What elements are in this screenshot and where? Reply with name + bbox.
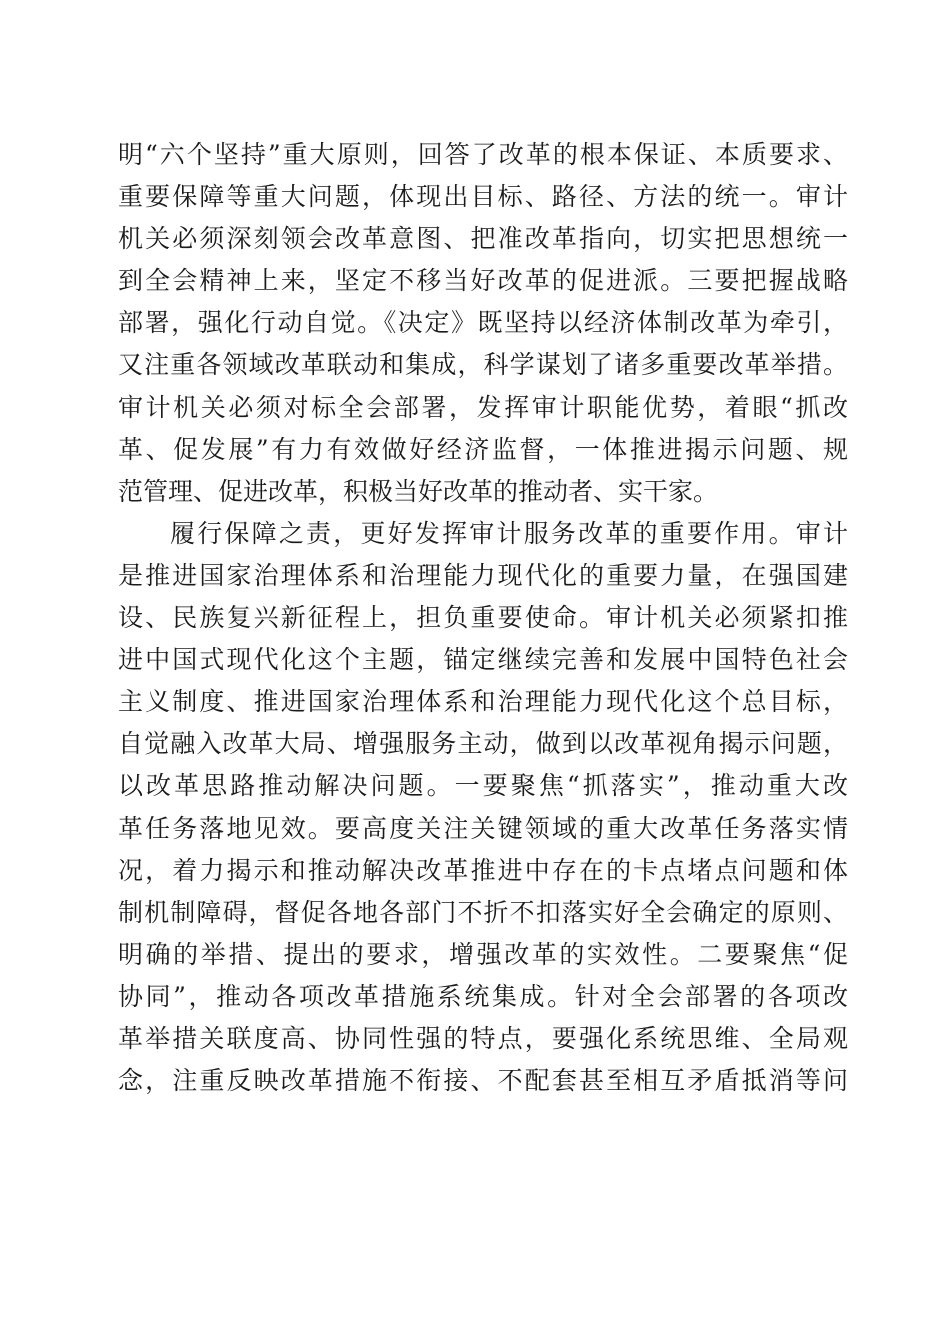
text-line: 明确的举措、提出的要求，增强改革的实效性。二要聚焦“促 — [118, 939, 848, 969]
text-line: 重要保障等重大问题，体现出目标、路径、方法的统一。审计 — [118, 182, 848, 212]
text-line: 设、民族复兴新征程上，担负重要使命。审计机关必须紧扣推 — [118, 603, 848, 633]
text-line: 是推进国家治理体系和治理能力现代化的重要力量，在强国建 — [118, 560, 848, 590]
text-line: 机关必须深刻领会改革意图、把准改革指向，切实把思想统一 — [118, 224, 848, 254]
text-line: 革、促发展”有力有效做好经济监督，一体推进揭示问题、规 — [118, 434, 848, 464]
text-line: 又注重各领域改革联动和集成，科学谋划了诸多重要改革举措。 — [118, 350, 848, 380]
text-line: 范管理、促进改革，积极当好改革的推动者、实干家。 — [118, 476, 719, 506]
text-line: 况，着力揭示和推动解决改革推进中存在的卡点堵点问题和体 — [118, 855, 848, 885]
text-line: 履行保障之责，更好发挥审计服务改革的重要作用。审计 — [170, 518, 848, 548]
text-line: 革举措关联度高、协同性强的特点，要强化系统思维、全局观 — [118, 1023, 848, 1053]
text-line: 部署，强化行动自觉。《决定》既坚持以经济体制改革为牵引， — [118, 308, 848, 338]
text-line: 进中国式现代化这个主题，锚定继续完善和发展中国特色社会 — [118, 645, 848, 675]
text-line: 自觉融入改革大局、增强服务主动，做到以改革视角揭示问题， — [118, 729, 848, 759]
text-line: 审计机关必须对标全会部署，发挥审计职能优势，着眼“抓改 — [118, 392, 848, 422]
text-line: 革任务落地见效。要高度关注关键领域的重大改革任务落实情 — [118, 813, 848, 843]
text-line: 明“六个坚持”重大原则，回答了改革的根本保证、本质要求、 — [118, 140, 848, 169]
text-line: 制机制障碍，督促各地各部门不折不扣落实好全会确定的原则、 — [118, 897, 848, 927]
text-line: 主义制度、推进国家治理体系和治理能力现代化这个总目标， — [118, 687, 848, 717]
text-line: 以改革思路推动解决问题。一要聚焦“抓落实”，推动重大改 — [118, 771, 848, 801]
text-line: 协同”，推动各项改革措施系统集成。针对全会部署的各项改 — [118, 981, 848, 1011]
document-body — [118, 134, 848, 1102]
text-line: 念，注重反映改革措施不衔接、不配套甚至相互矛盾抵消等问 — [118, 1066, 848, 1096]
text-line: 到全会精神上来，坚定不移当好改革的促进派。三要把握战略 — [118, 266, 848, 296]
